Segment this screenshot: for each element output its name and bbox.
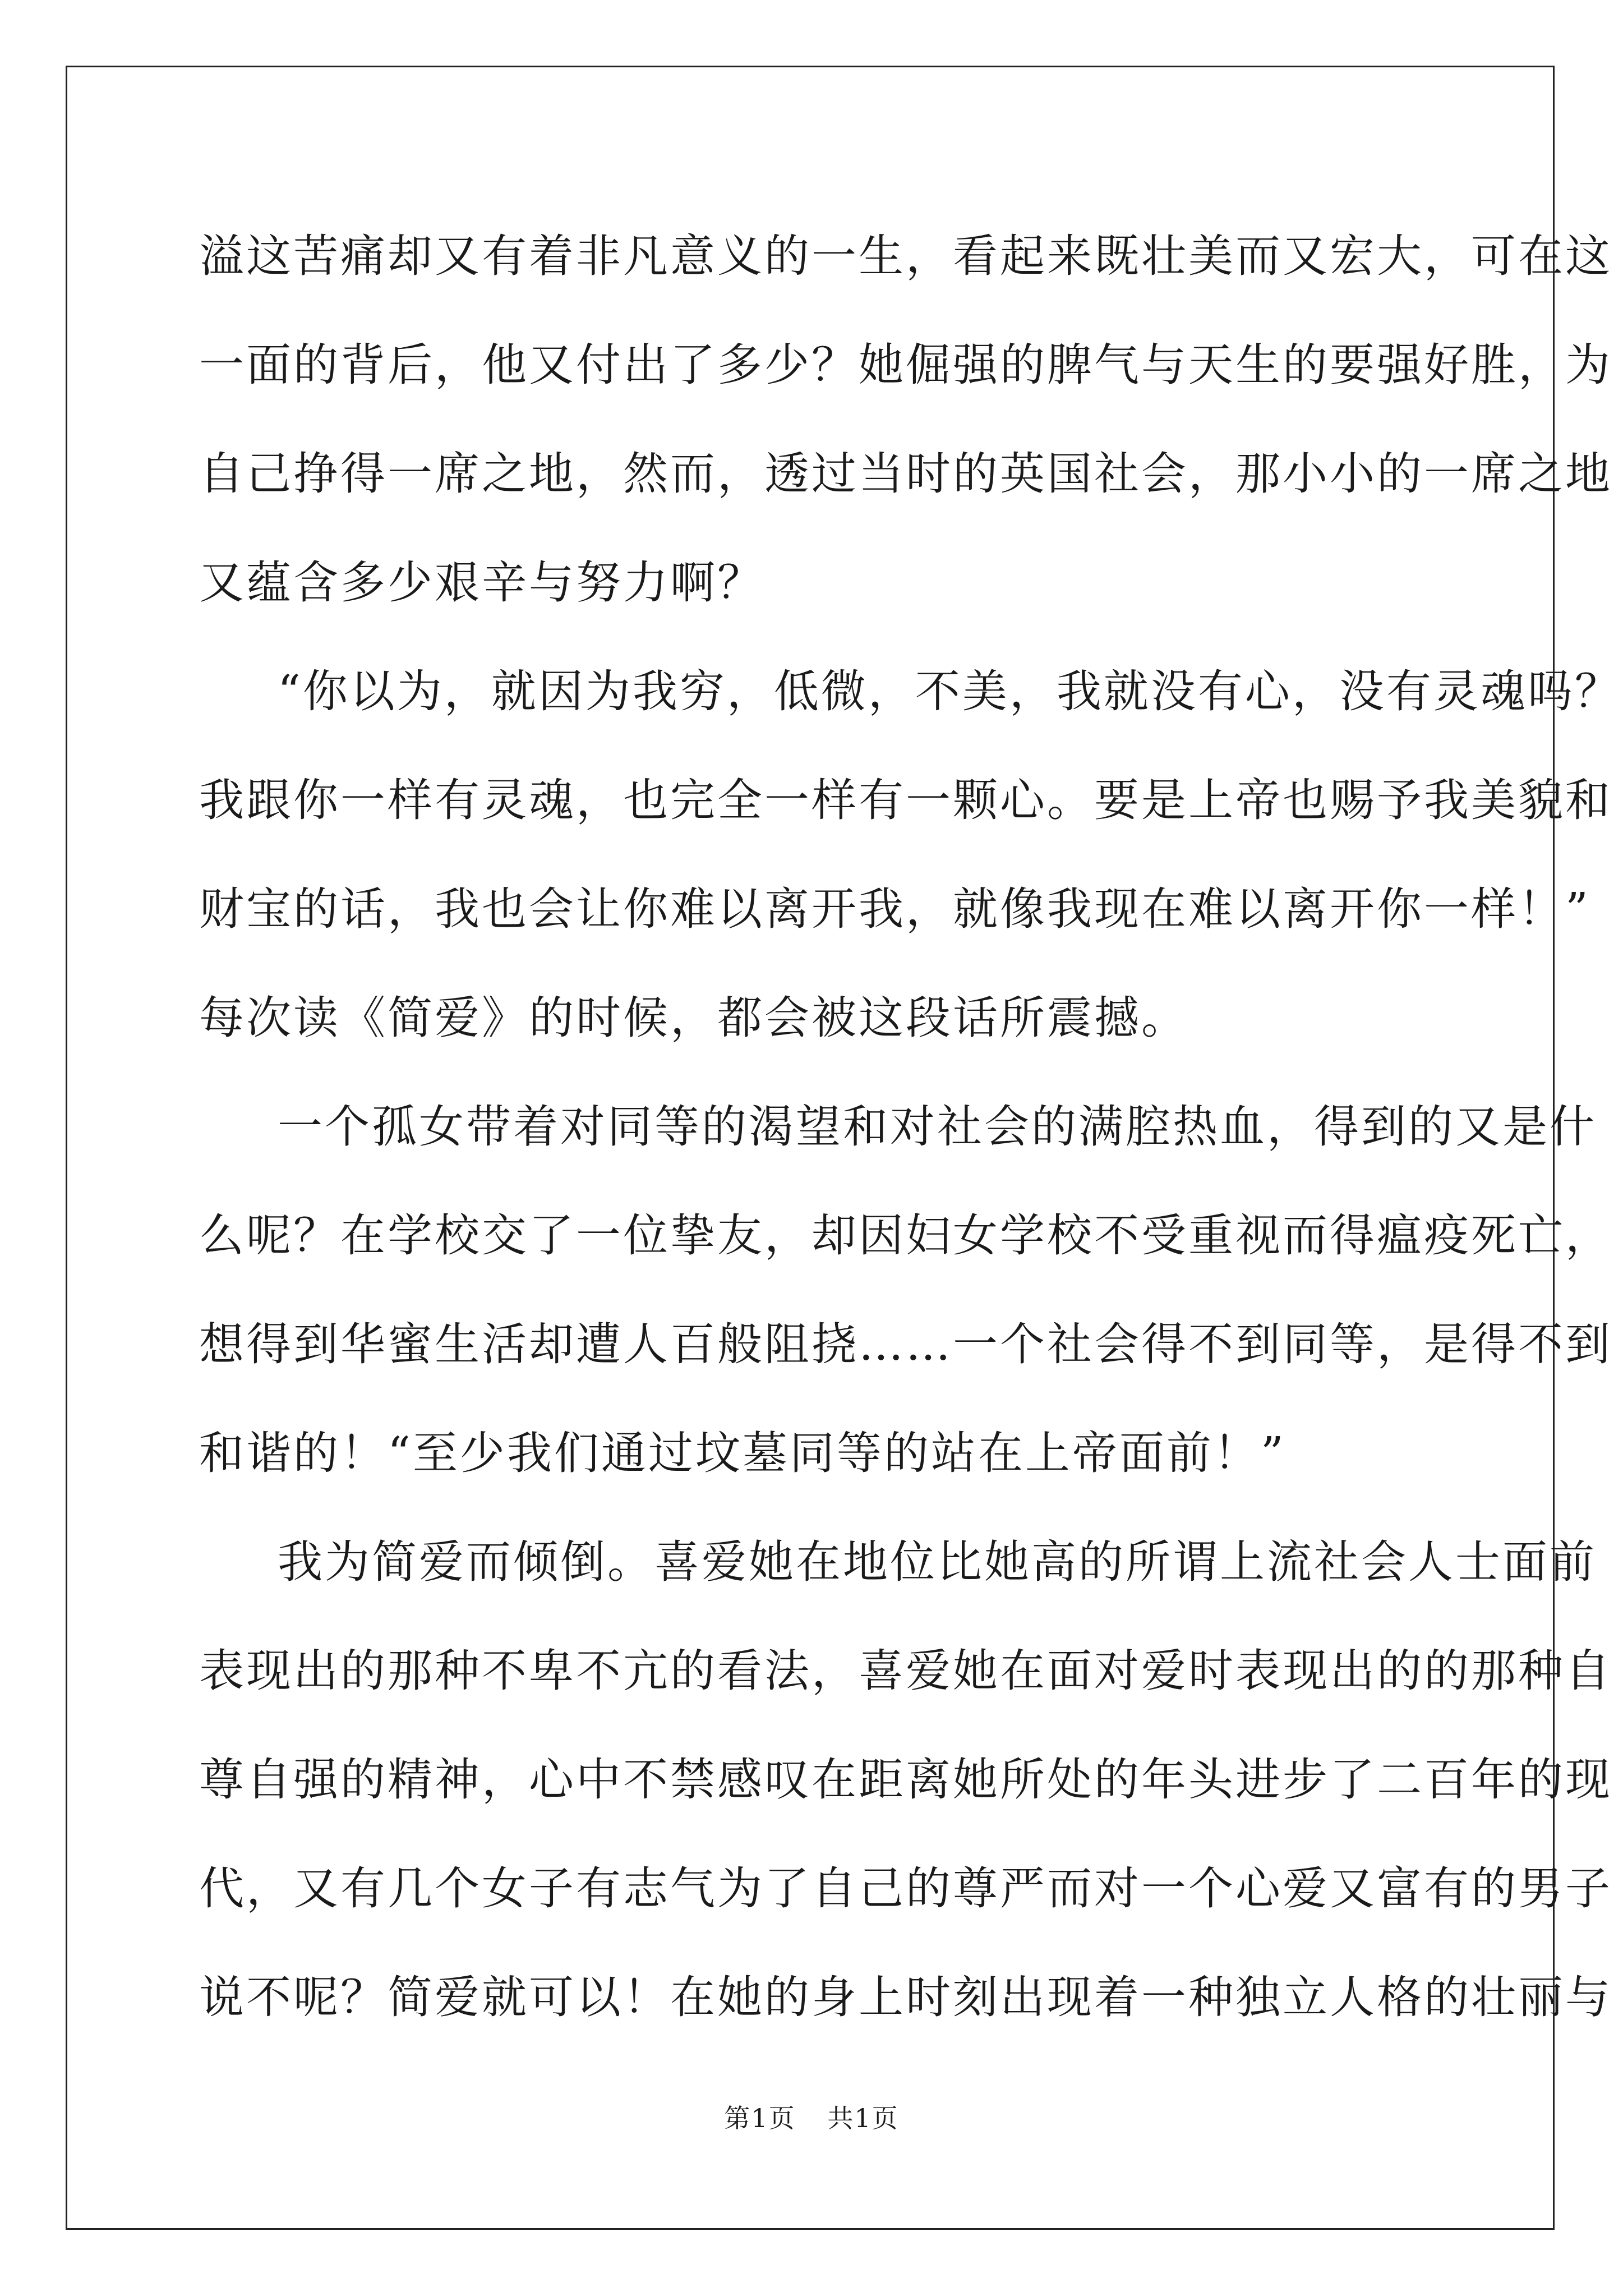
paragraph-start-line: 我为简爱而倾倒。喜爱她在地位比她高的所谓上流社会人士面前 xyxy=(278,1536,1597,1588)
text-line: 和谐的！“至少我们通过坟墓同等的站在上帝面前！” xyxy=(199,1427,1286,1479)
text-line: 一面的背后，他又付出了多少？她倔强的脾气与天生的要强好胜，为 xyxy=(199,339,1612,391)
text-line: 溢这苦痛却又有着非凡意义的一生，看起来既壮美而又宏大，可在这 xyxy=(199,230,1612,282)
text-line: 财宝的话，我也会让你难以离开我，就像我现在难以离开你一样！” xyxy=(199,883,1590,935)
page-total: 共1页 xyxy=(827,2103,899,2133)
text-line: 每次读《简爱》的时候，都会被这段话所震撼。 xyxy=(199,992,1188,1044)
text-line: 尊自强的精神，心中不禁感叹在距离她所处的年头进步了二百年的现 xyxy=(199,1754,1612,1806)
paragraph-start-line: “你以为，就因为我穷，低微，不美，我就没有心，没有灵魂吗？ xyxy=(278,665,1622,717)
text-line: 我跟你一样有灵魂，也完全一样有一颗心。要是上帝也赐予我美貌和 xyxy=(199,774,1612,826)
text-line: 代，又有几个女子有志气为了自己的尊严而对一个心爱又富有的男子 xyxy=(199,1862,1612,1915)
paragraph-start-line: 一个孤女带着对同等的渴望和对社会的满腔热血，得到的又是什 xyxy=(278,1101,1597,1153)
page-footer xyxy=(0,2098,1623,2135)
text-line: 么呢？在学校交了一位挚友，却因妇女学校不受重视而得瘟疫死亡， xyxy=(199,1209,1612,1262)
text-line: 又蕴含多少艰辛与努力啊？ xyxy=(199,556,764,609)
text-line: 表现出的那种不卑不亢的看法，喜爱她在面对爱时表现出的的那种自 xyxy=(199,1645,1612,1697)
text-line: 想得到华蜜生活却遭人百般阻挠……一个社会得不到同等，是得不到 xyxy=(199,1318,1612,1370)
text-line: 自己挣得一席之地，然而，透过当时的英国社会，那小小的一席之地 xyxy=(199,448,1612,500)
text-line: 说不呢？简爱就可以！在她的身上时刻出现着一种独立人格的壮丽与 xyxy=(199,1971,1612,2023)
page-number: 第1页 xyxy=(724,2103,796,2133)
document-body xyxy=(199,202,1622,2052)
